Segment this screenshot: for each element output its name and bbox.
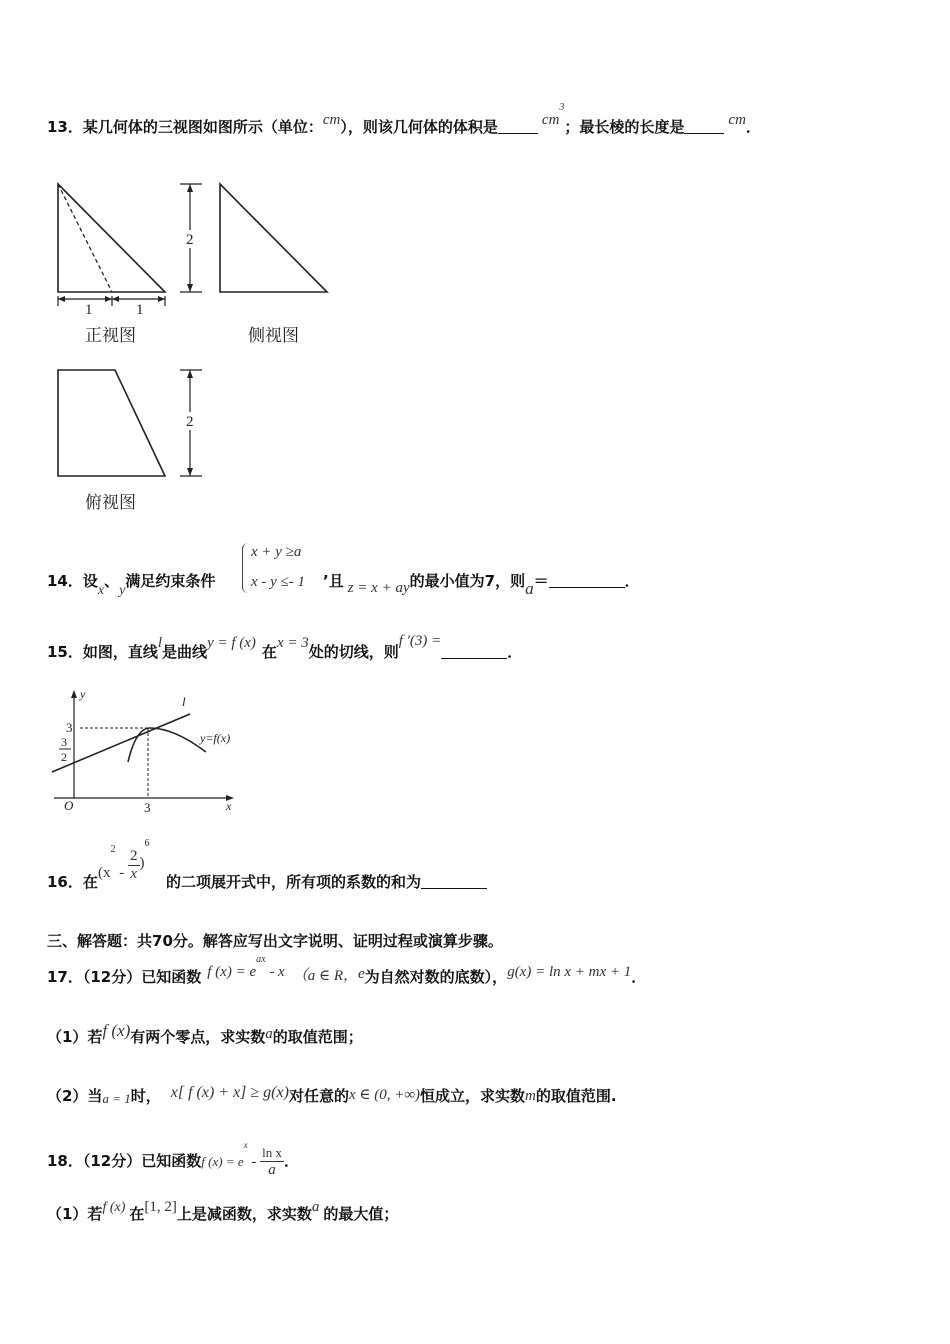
- front-view-triangle: [58, 184, 165, 292]
- constraint-2: x - y ≤- 1: [251, 574, 306, 590]
- q18-fraction: $\frac{\text{ln x}}{a}$: [262, 1145, 282, 1178]
- height-dimension-1: [178, 180, 208, 296]
- front-view-caption: 正视图: [85, 326, 136, 346]
- q14-line: 14．设x、y满足约束条件: [47, 572, 216, 598]
- x-axis-label: x: [226, 799, 232, 813]
- y-tick-3: 3: [66, 720, 73, 735]
- x-tick-3: 3: [144, 800, 151, 815]
- binomial-fraction: $\frac{2}{x}$: [130, 848, 138, 882]
- hidden-edge: [58, 184, 112, 292]
- side-view-caption: 侧视图: [248, 326, 299, 346]
- unit-cm: cm: [322, 112, 341, 128]
- side-view-figure: [215, 180, 335, 296]
- constraint-brace: [242, 543, 249, 593]
- q17-part1: （1）若f (x)有两个零点，求实数a的取值范围；: [47, 1021, 363, 1046]
- binomial-expression: ($x^2$ - $\frac{2}{x}$ )$^6$: [98, 838, 150, 882]
- height-dimension-2: [178, 366, 208, 482]
- curve-f: [128, 728, 206, 762]
- line-label-l: l: [182, 694, 186, 709]
- top-view-caption: 俯视图: [85, 493, 136, 513]
- q13-line: 13．某几何体的三视图如图所示（单位：cm），则该几何体的体积是 $cm^3$；最长棱的长度是 cm．: [47, 102, 761, 136]
- y-tick-frac-den: 2: [61, 750, 67, 764]
- q13-blank-length: [684, 118, 724, 134]
- y-axis-label: y: [80, 687, 86, 701]
- q15-line: 15．如图，直线l是曲线y = f (x) 在x = 3处的切线，则f ′(3) =．: [47, 633, 523, 661]
- q16-line: 16．在: [47, 873, 98, 891]
- q16-blank: [421, 873, 487, 889]
- curve-label: y=f(x): [200, 731, 231, 745]
- origin-label: O: [64, 798, 74, 813]
- top-height-label: 2: [186, 414, 194, 430]
- q13-blank-volume: [498, 118, 538, 134]
- front-height-label: 2: [186, 232, 194, 248]
- tangent-line-l: [52, 714, 190, 772]
- constraint-1: x + y ≥a: [251, 544, 302, 560]
- q16-line-tail: 的二项展开式中，所有项的系数的和为: [166, 871, 487, 892]
- side-view-triangle: [220, 184, 327, 292]
- q14-blank: [549, 572, 625, 588]
- section-3-title: 三、解答题：共70分。解答应写出文字说明、证明过程或演算步骤。: [47, 932, 503, 950]
- front-dim-right: 1: [136, 302, 144, 318]
- y-tick-frac-num: 3: [61, 735, 67, 749]
- q17-line: 17．（12分）已知函数 f $(x) = e^{ax} - x$ （a ∈ R，e为自然对数的底数），g(x) = ln x + mx + 1．: [47, 954, 647, 986]
- objective: z = x + ay: [347, 580, 410, 596]
- q17-part2: （2）当a = 1时， x[ f (x) + x] ≥ g(x)对任意的x ∈ (0, +∞)恒成立，求实数m的取值范围.: [47, 1084, 617, 1106]
- tangent-graph: [44, 686, 254, 816]
- q18-part1: （1）若f (x) 在[1, 2]上是减函数，求实数a 的最大值；: [47, 1199, 399, 1223]
- q15-blank: [441, 643, 507, 659]
- q14-line-tail: ’且 z = x + ay的最小值为7，则a＝ ．: [323, 572, 640, 598]
- front-dim-left: 1: [85, 302, 93, 318]
- top-view-trapezoid: [58, 370, 165, 476]
- q18-line: 18．（12分）已知函数f $(x) = e^x$ - $\frac{\text{ln x}}{a}$ ．: [47, 1140, 299, 1178]
